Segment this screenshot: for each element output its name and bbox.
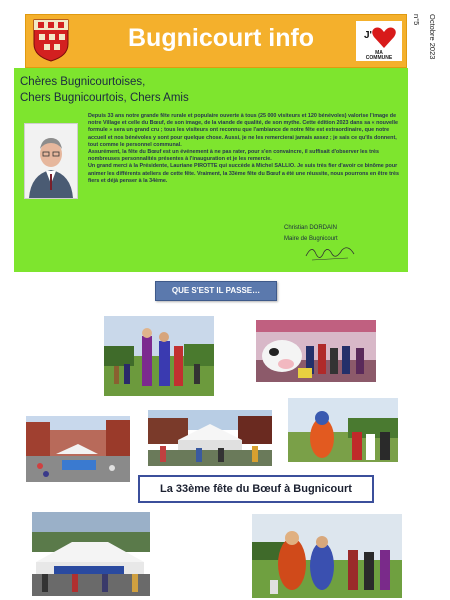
jaime-ma-commune-logo <box>356 21 402 61</box>
photo-market-street <box>26 416 130 482</box>
town-crest-logo <box>32 18 70 62</box>
section-heading-button[interactable]: QUE S'EST IL PASSE… <box>155 281 277 301</box>
logo-ma: MA <box>375 50 383 56</box>
greeting-line-2: Chers Bugnicourtois, Chers Amis <box>20 92 189 104</box>
editorial-paragraph: Depuis 33 ans notre grande fête rurale et populaire ouverte à tous (25 000 visiteurs et 120 bénévoles) valorise l'image de notre Village et celle du Bœuf, de son image, de la viande de qualité, de son mythe. Cette édition 2023 dans sa « nouvelle formule » sera un grand cru ; tous les visiteurs ont reconnu que l'ambiance de notre fête est extraordinaire, que notre accueil et nos bénévoles y sont pour quelque chose. Aussi, je ne les remercierai jamais assez ; je sais ce qu'ils donnent, tout comme le personnel communal. <box>88 113 398 148</box>
issue-date: Octobre 2023 <box>428 14 437 60</box>
editorial-greeting <box>20 74 189 106</box>
photo-giants-grass <box>252 514 402 598</box>
photo-tent-banner <box>32 512 150 596</box>
editorial-text <box>88 113 402 185</box>
editorial-paragraph: Assurément, la fête du Bœuf est un événement à ne pas rater, pour s'en convaincre, il suffisait d'observer les très nombreuses personnalités présentes à l'inauguration et je les remercie. <box>88 149 380 163</box>
greeting-line-1: Chères Bugnicourtoises, <box>20 76 146 88</box>
handwritten-signature <box>302 242 362 264</box>
photo-cow-mascot-hall <box>256 320 376 382</box>
signature-title: Maire de Bugnicourt <box>284 236 338 242</box>
editorial-paragraph: Un grand merci à la Présidente, Lauriane PIROTTE qui succède à Michel SALLIO. Je suis très fier d'avoir ce binôme pour animer les différents ateliers de cette fête. Vraiment, la 33ème fête du Bœuf a été une réussite, nous pourrons en être très fiers et déjà penser à la 34ème. <box>88 163 399 184</box>
photo-giant-costume <box>288 398 398 462</box>
photo-parade-giants <box>104 316 214 396</box>
newsletter-header <box>25 14 407 68</box>
mayor-portrait <box>24 123 78 199</box>
svg-text:J': J' <box>364 30 372 41</box>
logo-commune: COMMUNE <box>365 55 393 61</box>
issue-number: n°5 <box>412 14 421 26</box>
signature-name: Christian DORDAIN <box>284 225 338 231</box>
newsletter-title: Bugnicourt info <box>128 24 315 52</box>
photo-caption: La 33ème fête du Bœuf à Bugnicourt <box>138 475 374 503</box>
photo-tents-crowd <box>148 410 272 466</box>
mayor-editorial <box>14 68 408 272</box>
